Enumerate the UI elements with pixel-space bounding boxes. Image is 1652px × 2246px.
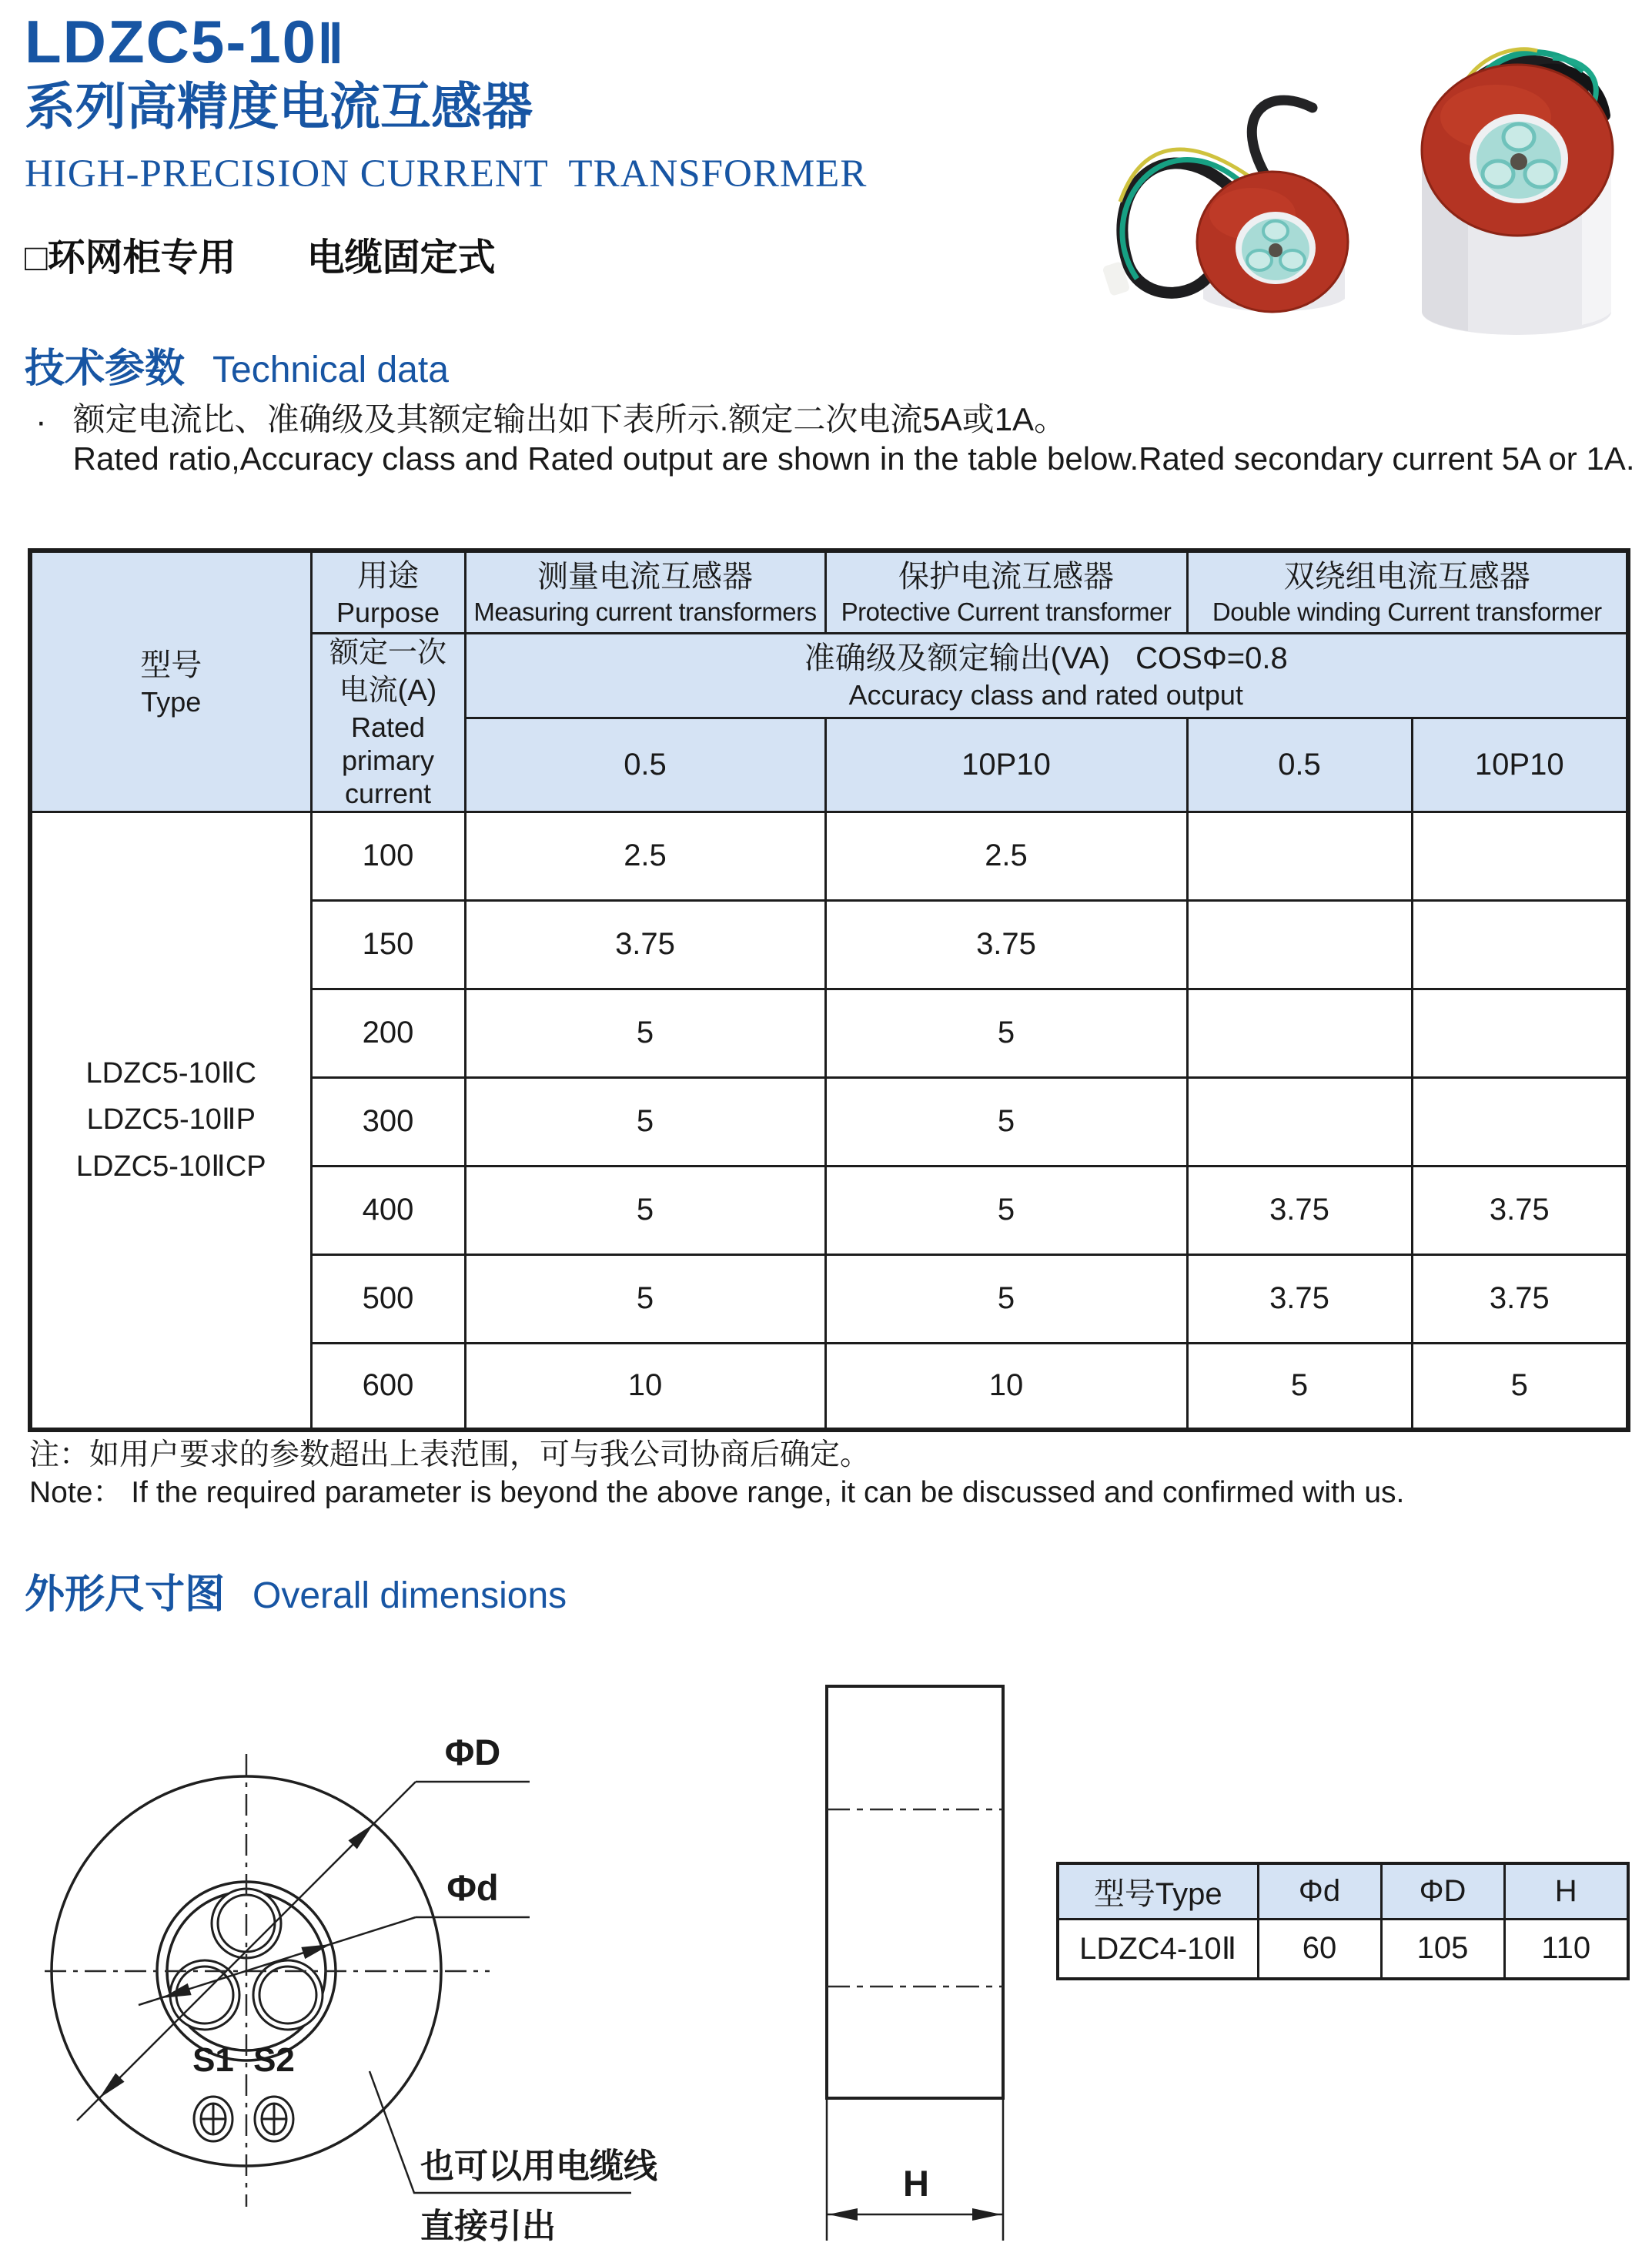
cable-note-line2: 直接引出 xyxy=(420,2208,556,2245)
accuracy-header-cell xyxy=(465,633,1628,718)
screw-terminal-s2 xyxy=(255,2097,293,2141)
bullet-text-cn: 额定电流比、准确级及其额定输出如下表所示.额定二次电流5A或1A。 xyxy=(72,401,1067,437)
dimension-table xyxy=(1056,1862,1630,1980)
protective-header-cell xyxy=(825,551,1187,633)
model-text: LDZC5-10 xyxy=(25,8,318,75)
side-view-body xyxy=(827,1686,1003,2098)
cell-measuring: 5 xyxy=(465,1166,825,1254)
cell-current: 500 xyxy=(311,1254,465,1343)
subhead-double-05: 0.5 xyxy=(1187,718,1412,812)
cell-measuring: 2.5 xyxy=(465,812,825,900)
cell-double-10p10 xyxy=(1412,989,1628,1077)
model-name: LDZC5-10ⅡCP xyxy=(75,1150,266,1183)
header-row-1 xyxy=(30,551,1628,633)
cell-double-10p10 xyxy=(1412,900,1628,989)
table-row xyxy=(30,812,1628,900)
cell-protective: 5 xyxy=(825,1166,1187,1254)
accuracy-cn: 准确级及额定输出(VA) COSΦ=0.8 xyxy=(804,641,1288,676)
cell-measuring: 10 xyxy=(465,1343,825,1430)
cell-protective: 3.75 xyxy=(825,900,1187,989)
cell-double-05 xyxy=(1187,900,1412,989)
purpose-en: Purpose xyxy=(336,596,440,628)
protective-en: Protective Current transformer xyxy=(841,597,1172,627)
spec-table xyxy=(28,548,1630,1432)
screw-terminal-s1 xyxy=(194,2097,232,2141)
model-suffix: Ⅱ xyxy=(317,15,346,75)
table-notes xyxy=(29,1437,1404,1512)
cell-current: 100 xyxy=(311,812,465,900)
dim-value-type: LDZC4-10Ⅱ xyxy=(1058,1919,1258,1979)
s2-label: S2 xyxy=(253,2041,295,2079)
cable-note xyxy=(370,2071,658,2245)
dims-heading-en: Overall dimensions xyxy=(252,1575,567,1616)
dims-heading-cn: 外形尺寸图 xyxy=(25,1572,226,1617)
phi-D-label: ΦD xyxy=(444,1732,501,1772)
cell-current: 300 xyxy=(311,1077,465,1166)
model-name: LDZC5-10ⅡC xyxy=(85,1056,256,1090)
cell-double-05: 5 xyxy=(1187,1343,1412,1430)
purpose-cn: 用途 xyxy=(357,558,419,593)
cell-double-10p10 xyxy=(1412,812,1628,900)
checkbox-glyph: □ xyxy=(25,237,48,279)
tech-heading-cn: 技术参数 xyxy=(25,346,186,391)
cell-double-10p10: 3.75 xyxy=(1412,1254,1628,1343)
primary-cn: 额定一次电流(A) xyxy=(329,636,446,708)
dim-value-phi-d: 60 xyxy=(1258,1919,1381,1979)
primary-en: Rated primary current xyxy=(341,711,434,809)
cell-double-05: 3.75 xyxy=(1187,1254,1412,1343)
model-name: LDZC5-10ⅡP xyxy=(86,1103,256,1136)
cell-protective: 5 xyxy=(825,1254,1187,1343)
page-title-english: HIGH-PRECISION CURRENT TRANSFORMER xyxy=(25,152,868,196)
page-title-model xyxy=(25,8,867,75)
secondary-terminals xyxy=(192,2041,295,2141)
h-label: H xyxy=(903,2163,929,2204)
type-header-cell xyxy=(30,551,311,812)
measuring-cn: 测量电流互感器 xyxy=(537,560,753,594)
cell-double-05 xyxy=(1187,1077,1412,1166)
cell-measuring: 3.75 xyxy=(465,900,825,989)
cell-current: 600 xyxy=(311,1343,465,1430)
cell-current: 200 xyxy=(311,989,465,1077)
tech-heading-en: Technical data xyxy=(212,350,449,390)
bullet-text-en: Rated ratio,Accuracy class and Rated output are shown in the table below.Rated secondary current 5A or 1A. xyxy=(72,440,1635,477)
product-photo xyxy=(1074,15,1647,343)
cell-double-05 xyxy=(1187,989,1412,1077)
front-view-drawing xyxy=(23,1663,816,2246)
dim-value-h: 110 xyxy=(1504,1919,1628,1979)
cell-double-10p10: 5 xyxy=(1412,1343,1628,1430)
measuring-en: Measuring current transformers xyxy=(473,597,817,627)
phi-D-dimension xyxy=(77,1732,530,2120)
usage-right-label: 电缆固定式 xyxy=(306,237,496,279)
double-en: Double winding Current transformer xyxy=(1212,597,1602,627)
subhead-measuring-05: 0.5 xyxy=(465,718,825,812)
dim-header-type: 型号Type xyxy=(1058,1863,1258,1919)
cell-double-10p10: 3.75 xyxy=(1412,1166,1628,1254)
dim-header-phi-d: Φd xyxy=(1258,1863,1381,1919)
usage-left-label: 环网柜专用 xyxy=(47,237,236,279)
transformer-large xyxy=(1422,49,1613,335)
primary-current-header-cell xyxy=(311,633,465,812)
side-view-drawing xyxy=(808,1663,1024,2246)
cell-double-10p10 xyxy=(1412,1077,1628,1166)
title-block xyxy=(25,8,868,196)
double-winding-header-cell xyxy=(1187,551,1628,633)
cell-protective: 5 xyxy=(825,989,1187,1077)
cable-note-line1: 也可以用电缆线 xyxy=(420,2147,657,2185)
dim-value-phi-D: 105 xyxy=(1381,1919,1504,1979)
usage-line xyxy=(25,228,496,282)
phi-d-label: Φd xyxy=(446,1867,499,1908)
s1-label: S1 xyxy=(192,2041,234,2079)
dimension-table-row xyxy=(1058,1919,1628,1979)
accuracy-en: Accuracy class and rated output xyxy=(848,679,1243,711)
dim-header-h: H xyxy=(1504,1863,1628,1919)
subhead-protective-10p10: 10P10 xyxy=(825,718,1187,812)
dim-header-phi-D: ΦD xyxy=(1381,1863,1504,1919)
transformer-small xyxy=(1102,100,1348,312)
note-cn: 注：如用户要求的参数超出上表范围，可与我公司协商后确定。 xyxy=(29,1438,871,1471)
note-en: Note： If the required parameter is beyond the above range, it can be discussed and confirmed with us. xyxy=(29,1475,1405,1509)
type-header-cn: 型号 xyxy=(140,648,202,682)
h-dimension xyxy=(827,2098,1003,2241)
purpose-header-cell xyxy=(311,551,465,633)
cell-current: 400 xyxy=(311,1166,465,1254)
type-header-en: Type xyxy=(141,685,202,718)
cell-current: 150 xyxy=(311,900,465,989)
model-list-cell xyxy=(30,812,311,1430)
dimension-table-header xyxy=(1058,1863,1628,1919)
dims-section-heading xyxy=(25,1561,567,1619)
intro-bullet xyxy=(35,400,1635,478)
cell-protective: 2.5 xyxy=(825,812,1187,900)
cell-measuring: 5 xyxy=(465,1077,825,1166)
protective-cn: 保护电流互感器 xyxy=(898,560,1114,594)
measuring-header-cell xyxy=(465,551,825,633)
cell-measuring: 5 xyxy=(465,989,825,1077)
tech-section-heading xyxy=(25,336,449,393)
bullet-mark: · xyxy=(35,403,47,440)
cell-double-05 xyxy=(1187,812,1412,900)
cell-double-05: 3.75 xyxy=(1187,1166,1412,1254)
cell-measuring: 5 xyxy=(465,1254,825,1343)
subhead-double-10p10: 10P10 xyxy=(1412,718,1628,812)
page-title-series: 系列高精度电流互感器 xyxy=(25,77,533,135)
cell-protective: 10 xyxy=(825,1343,1187,1430)
double-cn: 双绕组电流互感器 xyxy=(1283,560,1530,594)
cell-protective: 5 xyxy=(825,1077,1187,1166)
